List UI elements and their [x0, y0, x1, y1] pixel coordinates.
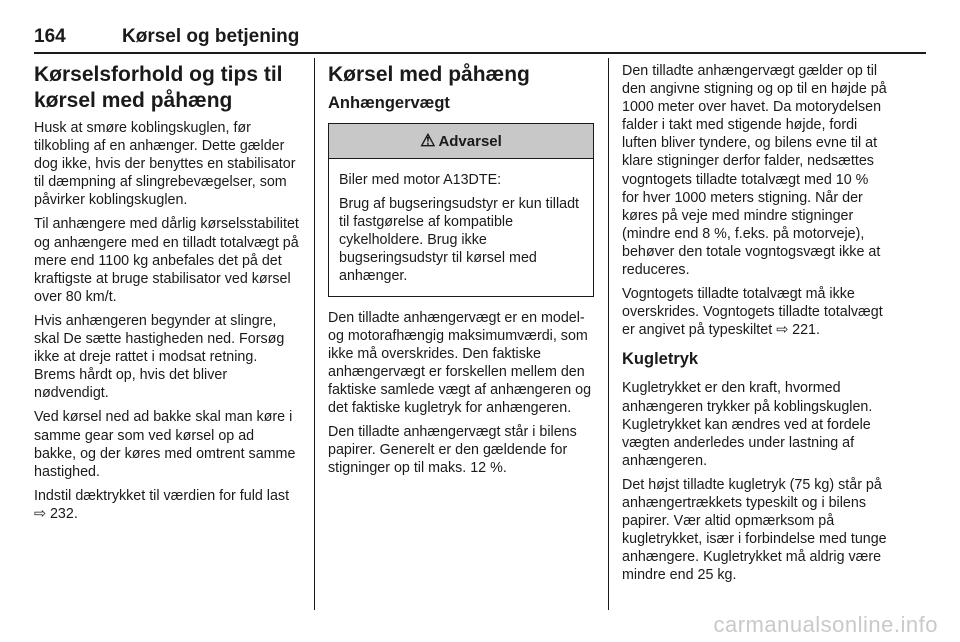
- paragraph-continued: Den tilladte anhængervægt gælder op til den angivne stigning og op til en højde på 1000 meter over havet. Da motorydelsen falder i takt med stigende højde, fordi luften bliver tyndere, og bilens evne til at klare stigninger derfor falder, nedsættes vogntogets tilladte totalvægt med 10 % for hver 1000 meters stigning. Når der køres på veje med mindre stigninger (mindre end 8 %, f.eks. på motorveje), behøver den totale vogntogsvægt ikke at reduceres.: [622, 63, 887, 279]
- column-1: [34, 62, 300, 529]
- paragraph: Den tilladte anhængervægt er en model- og motorafhængig maksimumværdi, som ikke må overskrides. Den faktiske anhængervægt er forskellen mellem den faktiske samlede vægt af anhængeren og det faktiske kugletryk for anhængeren.: [328, 309, 592, 417]
- page-reference-arrow-icon: ⇨: [776, 322, 789, 339]
- paragraph: Til anhængere med dårlig kørselsstabilitet og anhængere med en tilladt totalvægt på mere end 1100 kg anbefales det på det kraftigste at bruge stabilisator ved kørsel over 80 km/t.: [34, 216, 299, 305]
- paragraph: Den tilladte anhængervægt står i bilens papirer. Generelt er den gældende for stigninger op til maks. 12 %.: [328, 424, 577, 477]
- paragraph: Husk at smøre koblingskuglen, før tilkobling af en anhænger. Dette gælder dog ikke, hvis der benyttes en stabilisator til dæmpning af slingrebevægelser, som påvirker koblingskuglen.: [34, 120, 296, 209]
- subheading-ball-pressure: Kugletryk: [622, 350, 699, 369]
- page-reference-arrow-icon: ⇨: [34, 505, 46, 522]
- page-header: [34, 20, 926, 54]
- warning-header: [329, 124, 593, 159]
- header-rule: [34, 52, 926, 54]
- paragraph: Ved kørsel ned ad bakke skal man køre i samme gear som ved kørsel op ad bakke, og der køres med omtrent samme hastighed.: [34, 409, 296, 480]
- subheading-trailer-weight: Anhængervægt: [328, 94, 450, 112]
- paragraph-text: Indstil dæktrykket til værdien for fuld last: [34, 487, 290, 504]
- warning-text: Brug af bugseringsudstyr er kun tilladt til fastgørelse af kompatible cykelholdere. Brug ikke bugseringsudstyr til kørsel med anhænger.: [339, 196, 579, 285]
- page-reference: 232.: [49, 505, 78, 522]
- chapter-title: Kørsel og betjening: [122, 26, 300, 47]
- column-2: [328, 62, 594, 483]
- column-3: [622, 62, 888, 590]
- section-heading-trailer-driving: Kørsel med påhæng: [328, 63, 530, 86]
- column-divider-1: [314, 58, 315, 610]
- paragraph-total-weight: [622, 285, 888, 339]
- page-reference: 221.: [792, 322, 820, 339]
- watermark: carmanualsonline.info: [713, 612, 938, 637]
- warning-body: [329, 159, 593, 296]
- warning-triangle-icon: ⚠: [420, 131, 436, 150]
- paragraph: Hvis anhængeren begynder at slingre, skal De sætte hastigheden ned. Forsøg ikke at dreje rattet i modsat retning. Brems hårdt op, hvis det bliver nødvendigt.: [34, 312, 285, 402]
- warning-text: Biler med motor A13DTE:: [339, 172, 502, 188]
- paragraph: Det højst tilladte kugletryk (75 kg) står på anhængertrækkets typeskilt og i bilens papirer. Vær altid opmærksom på kugletrykket, især i forbindelse med tunge anhængere. Kugletrykket må aldrig være mindre end 25 kg.: [622, 476, 887, 584]
- column-divider-2: [608, 58, 609, 610]
- paragraph: Kugletrykket er den kraft, hvormed anhængeren trykker på koblingskuglen. Kugletrykket kan ændres ved at fordele vægten anderledes under lastning af anhængeren.: [622, 380, 873, 469]
- section-heading-towing-tips: Kørselsforhold og tips til kørsel med påhæng: [34, 63, 283, 112]
- page-number: 164: [34, 26, 66, 47]
- warning-box: [328, 123, 594, 297]
- warning-title: Advarsel: [438, 133, 502, 150]
- paragraph-tyre-pressure: [34, 487, 300, 523]
- paragraph-text: Vogntogets tilladte totalvægt må ikke overskrides. Vogntogets tilladte totalvægt er angivet på typeskiltet: [622, 286, 883, 339]
